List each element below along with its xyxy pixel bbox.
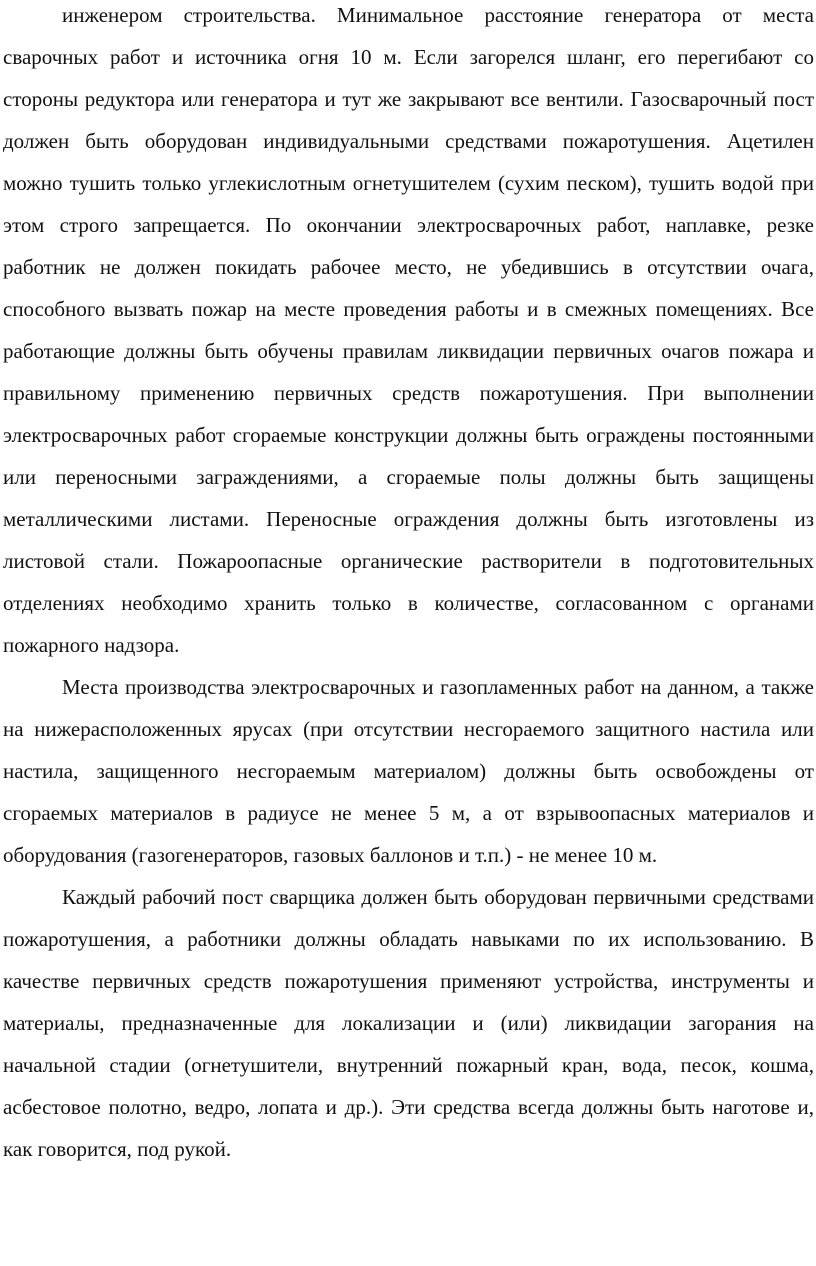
paragraph-continuation: инженером строительства. Минимальное расстояние генератора от места сварочных работ и источника огня 10 м. Если загорелся шланг, его перегибают со стороны редуктора или генератора и тут же закрывают все вентили. Газосварочный пост должен быть оборудован индивидуальными средствами пожаротушения. Ацетилен можно тушить только углекислотным огнетушителем (сухим песком), тушить водой при этом строго запрещается. По окончании электросварочных работ, наплавке, резке работник не должен покидать рабочее место, не убедившись в отсутствии очага, способного вызвать пожар на месте проведения работы и в смежных помещениях. Все работающие должны быть обучены правилам ликвидации первичных очагов пожара и правильному применению первичных средств пожаротушения. При выполнении электросварочных работ сгораемые конструкции должны быть ограждены постоянными или переносными заграждениями, а сгораемые полы должны быть защищены металлическими листами. Переносные ограждения должны быть изготовлены из листовой стали. Пожароопасные органические растворители в подготовительных отделениях необходимо хранить только в количестве, согласованном с органами пожарного надзора.: [3, 3, 814, 657]
paragraph-welding-areas: Места производства электросварочных и газопламенных работ на данном, а также на нижерасположенных ярусах (при отсутствии несгораемого защитного настила или настила, защищенного несгораемым материалом) должны быть освобождены от сгораемых материалов в радиусе не менее 5 м, а от взрывоопасных материалов и оборудования (газогенераторов, газовых баллонов и т.п.) - не менее 10 м.: [3, 675, 814, 867]
paragraph-fire-equipment: Каждый рабочий пост сварщика должен быть оборудован первичными средствами пожаротушения, а работники должны обладать навыками по их использованию. В качестве первичных средств пожаротушения применяют устройства, инструменты и материалы, предназначенные для локализации и (или) ликвидации загорания на начальной стадии (огнетушители, внутренний пожарный кран, вода, песок, кошма, асбестовое полотно, ведро, лопата и др.). Эти средства всегда должны быть наготове и, как говорится, под рукой.: [3, 885, 814, 1161]
